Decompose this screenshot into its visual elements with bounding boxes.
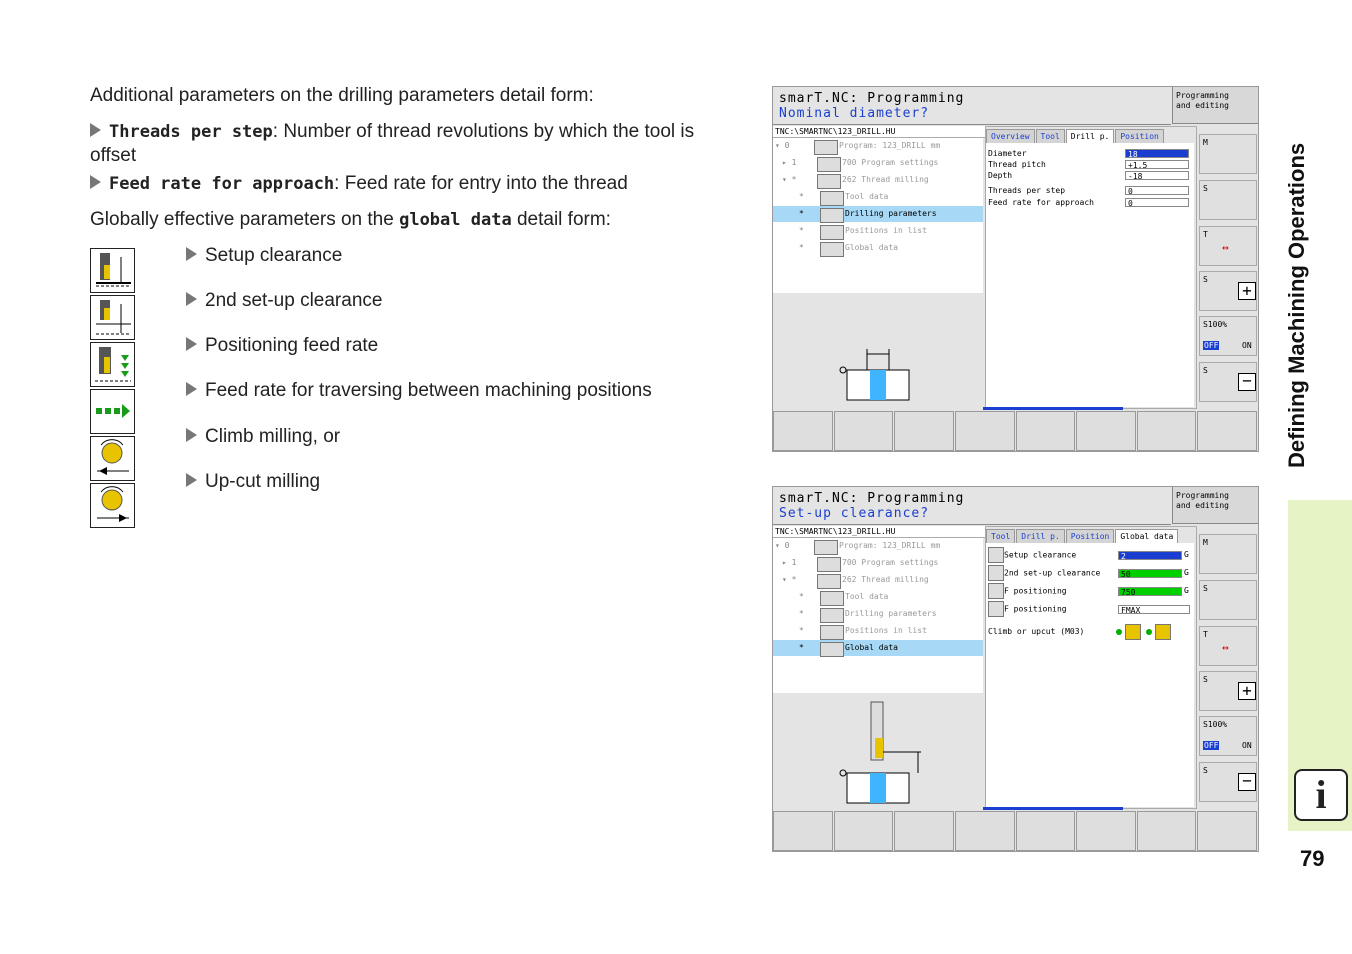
field-input[interactable]: 2 bbox=[1118, 551, 1182, 560]
key-label: M bbox=[1203, 138, 1208, 147]
climb-milling-icon bbox=[1125, 624, 1141, 640]
softkey[interactable] bbox=[1197, 411, 1257, 451]
mode-label bbox=[1172, 87, 1258, 124]
softkey[interactable] bbox=[834, 811, 894, 851]
tree-item[interactable] bbox=[773, 189, 983, 205]
bullet-feed-rate-approach bbox=[90, 172, 740, 196]
field-input[interactable]: 0 bbox=[1125, 186, 1189, 195]
label: Up-cut milling bbox=[205, 471, 321, 492]
tree-label: 262 Thread milling bbox=[842, 575, 929, 584]
screen-prompt: Set-up clearance? bbox=[779, 506, 930, 521]
tree-mark: ▸ 1 bbox=[782, 158, 797, 167]
g-flag: G bbox=[1184, 550, 1189, 559]
softkey[interactable] bbox=[955, 411, 1015, 451]
global-item bbox=[186, 470, 320, 493]
tree-label: Positions in list bbox=[845, 226, 927, 235]
bullet-arrow-icon bbox=[186, 247, 197, 261]
field-input[interactable]: 18 bbox=[1125, 149, 1189, 158]
tree-mark: * bbox=[799, 592, 804, 601]
text-after: detail form: bbox=[511, 209, 611, 230]
key-label: S bbox=[1203, 675, 1208, 684]
softkey-indicator bbox=[983, 407, 1123, 410]
tree-mark: * bbox=[799, 209, 804, 218]
softkey[interactable] bbox=[1137, 811, 1197, 851]
tab-tool[interactable]: Tool bbox=[986, 529, 1015, 544]
tool-icon bbox=[820, 191, 844, 206]
global-item bbox=[186, 244, 342, 267]
softkey[interactable] bbox=[773, 811, 833, 851]
global-item bbox=[186, 425, 340, 448]
graphic-preview bbox=[773, 294, 983, 411]
field-label: 2nd set-up clearance bbox=[1004, 568, 1101, 578]
icon-column bbox=[90, 248, 135, 530]
graphic-preview bbox=[773, 694, 983, 811]
tree-mark: ▸ 1 bbox=[782, 558, 797, 567]
tree-item[interactable] bbox=[773, 538, 983, 554]
tree-item[interactable] bbox=[773, 172, 983, 188]
screen-title: smarT.NC: Programming bbox=[779, 491, 965, 506]
softkey[interactable] bbox=[1137, 411, 1197, 451]
key-label: S100% bbox=[1203, 720, 1228, 729]
tab-position[interactable]: Position bbox=[1066, 529, 1115, 544]
side-key-m[interactable] bbox=[1199, 534, 1257, 574]
field-label: Thread pitch bbox=[988, 160, 1046, 169]
tree-item[interactable] bbox=[773, 138, 983, 154]
tab-tool[interactable]: Tool bbox=[1036, 129, 1065, 144]
global-item bbox=[186, 289, 382, 312]
bullet-arrow-icon bbox=[186, 337, 197, 351]
bullet-arrow-icon bbox=[90, 123, 101, 137]
key-label: S100% bbox=[1203, 320, 1228, 329]
mode-line: and editing bbox=[1176, 101, 1229, 110]
screen-prompt: Nominal diameter? bbox=[779, 106, 930, 121]
softkey[interactable] bbox=[834, 411, 894, 451]
softkey[interactable] bbox=[955, 811, 1015, 851]
label: Positioning feed rate bbox=[205, 335, 379, 356]
side-key-s-minus[interactable] bbox=[1199, 762, 1257, 802]
tab-global-data[interactable]: Global data bbox=[1115, 529, 1178, 544]
tree-item[interactable] bbox=[773, 223, 983, 239]
settings-icon bbox=[817, 557, 841, 572]
field-label: F positioning bbox=[1004, 604, 1067, 614]
field-label: F positioning bbox=[1004, 586, 1067, 596]
setup-clearance-icon bbox=[90, 248, 135, 293]
second-setup-clearance-icon bbox=[988, 565, 1004, 581]
form-tabs bbox=[986, 529, 1179, 542]
program-tree bbox=[773, 138, 983, 293]
on-label: ON bbox=[1242, 341, 1252, 350]
thread-milling-icon bbox=[817, 174, 841, 189]
drilling-icon bbox=[820, 208, 844, 223]
screen-header bbox=[773, 87, 1171, 125]
screenshot-global-data bbox=[772, 486, 1259, 852]
tree-label: Tool data bbox=[845, 592, 889, 601]
traverse-feed-icon bbox=[988, 601, 1004, 617]
tree-mark: * bbox=[799, 226, 804, 235]
label: Feed rate for traversing between machining positions bbox=[205, 380, 652, 401]
plus-icon: + bbox=[1238, 682, 1256, 700]
key-label: S bbox=[1203, 184, 1208, 193]
field-label: Climb or upcut (M03) bbox=[988, 627, 1085, 636]
tree-item[interactable] bbox=[773, 623, 983, 639]
tree-label: Global data bbox=[845, 243, 898, 252]
tab-drill-p[interactable]: Drill p. bbox=[1066, 129, 1115, 144]
tree-mark: ▾ * bbox=[782, 575, 797, 584]
field-input[interactable]: 0 bbox=[1125, 198, 1189, 207]
tree-item[interactable] bbox=[773, 155, 983, 171]
info-icon bbox=[1294, 769, 1348, 821]
settings-icon bbox=[817, 157, 841, 172]
bullet-arrow-icon bbox=[90, 175, 101, 189]
program-icon bbox=[814, 140, 838, 155]
screen-header bbox=[773, 487, 1171, 525]
softkey-bar bbox=[773, 411, 1258, 451]
desc: : Feed rate for entry into the thread bbox=[334, 173, 628, 194]
drilling-icon bbox=[820, 608, 844, 623]
side-key-t[interactable] bbox=[1199, 226, 1257, 266]
positions-icon bbox=[820, 625, 844, 640]
tab-overview[interactable]: Overview bbox=[986, 129, 1035, 144]
label: Setup clearance bbox=[205, 245, 343, 266]
side-key-s-minus[interactable] bbox=[1199, 362, 1257, 402]
tree-label: Tool data bbox=[845, 192, 889, 201]
side-key-s100[interactable] bbox=[1199, 316, 1257, 356]
upcut-milling-icon bbox=[1155, 624, 1171, 640]
global-icon bbox=[820, 242, 844, 257]
off-badge: OFF bbox=[1204, 341, 1219, 350]
field-row bbox=[988, 185, 1193, 196]
field-input[interactable]: -18 bbox=[1125, 171, 1189, 180]
tab-position[interactable]: Position bbox=[1115, 129, 1164, 144]
field-label: Diameter bbox=[988, 149, 1027, 158]
file-path: TNC:\SMARTNC\123_DRILL.HU bbox=[773, 526, 985, 538]
field-row bbox=[988, 159, 1193, 170]
side-softkeys bbox=[1197, 526, 1257, 809]
key-label: M bbox=[1203, 538, 1208, 547]
softkey[interactable] bbox=[894, 811, 954, 851]
program-icon bbox=[814, 540, 838, 555]
positioning-feed-icon bbox=[988, 583, 1004, 599]
key-label: S bbox=[1203, 584, 1208, 593]
key-label: T bbox=[1203, 230, 1208, 239]
tree-mark: * bbox=[799, 192, 804, 201]
form-pane bbox=[986, 543, 1194, 807]
global-item bbox=[186, 379, 652, 402]
label: Climb milling, or bbox=[205, 426, 341, 447]
term: Feed rate for approach bbox=[109, 174, 335, 194]
label: 2nd set-up clearance bbox=[205, 290, 383, 311]
field-row bbox=[988, 601, 1193, 617]
tree-mark: * bbox=[799, 626, 804, 635]
field-row bbox=[988, 547, 1193, 563]
form-pane bbox=[986, 143, 1194, 407]
tab-drill-p[interactable]: Drill p. bbox=[1016, 529, 1065, 544]
field-label: Depth bbox=[988, 171, 1013, 180]
on-label: ON bbox=[1242, 741, 1252, 750]
tree-item-selected[interactable] bbox=[773, 206, 983, 222]
side-key-s-plus[interactable] bbox=[1199, 271, 1257, 311]
softkey[interactable] bbox=[1197, 811, 1257, 851]
detail-form bbox=[985, 526, 1197, 809]
intro-text: Additional parameters on the drilling parameters detail form: bbox=[90, 85, 594, 106]
desc: : Number of thread revolutions by which the tool is offset bbox=[90, 121, 695, 166]
minus-icon: − bbox=[1238, 373, 1256, 391]
radio-upcut[interactable] bbox=[1146, 629, 1152, 635]
tree-label: Global data bbox=[845, 643, 898, 652]
softkey[interactable] bbox=[1076, 811, 1136, 851]
side-key-s[interactable] bbox=[1199, 580, 1257, 620]
softkey[interactable] bbox=[1016, 411, 1076, 451]
setup-clearance-icon bbox=[988, 547, 1004, 563]
tree-label: Program: 123_DRILL mm bbox=[839, 541, 941, 550]
field-row bbox=[988, 148, 1193, 159]
arrow-icon: ↔ bbox=[1222, 241, 1229, 254]
bullet-arrow-icon bbox=[186, 428, 197, 442]
tool-icon bbox=[820, 591, 844, 606]
minus-icon: − bbox=[1238, 773, 1256, 791]
tree-item[interactable] bbox=[773, 555, 983, 571]
field-input[interactable]: 750 bbox=[1118, 587, 1182, 596]
tree-mark: ▾ 0 bbox=[775, 141, 790, 150]
side-key-s[interactable] bbox=[1199, 180, 1257, 220]
global-intro bbox=[90, 208, 611, 232]
tree-item[interactable] bbox=[773, 240, 983, 256]
tree-label: 700 Program settings bbox=[842, 558, 939, 567]
tree-item-selected[interactable] bbox=[773, 640, 983, 656]
upcut-milling-icon bbox=[90, 483, 135, 528]
mode-line: Programming bbox=[1176, 491, 1229, 500]
tree-mark: ▾ 0 bbox=[775, 541, 790, 550]
softkey[interactable] bbox=[773, 411, 833, 451]
climb-row bbox=[988, 623, 1193, 641]
text-before: Globally effective parameters on the bbox=[90, 209, 400, 230]
bullet-arrow-icon bbox=[186, 292, 197, 306]
bullet-arrow-icon bbox=[186, 473, 197, 487]
side-key-s100[interactable] bbox=[1199, 716, 1257, 756]
g-flag: G bbox=[1184, 568, 1189, 577]
field-label: Threads per step bbox=[988, 186, 1066, 195]
side-key-s-plus[interactable] bbox=[1199, 671, 1257, 711]
climb-milling-icon bbox=[90, 436, 135, 481]
chapter-title: Defining Machining Operations bbox=[1284, 142, 1309, 468]
off-badge: OFF bbox=[1204, 741, 1219, 750]
side-softkeys bbox=[1197, 126, 1257, 409]
plus-icon: + bbox=[1238, 282, 1256, 300]
global-icon bbox=[820, 642, 844, 657]
g-flag: G bbox=[1184, 586, 1189, 595]
radio-climb[interactable] bbox=[1116, 629, 1122, 635]
key-label: S bbox=[1203, 366, 1208, 375]
field-row bbox=[988, 583, 1193, 599]
info-glyph: i bbox=[1315, 772, 1327, 817]
field-row bbox=[988, 565, 1193, 581]
tree-mark: * bbox=[799, 243, 804, 252]
page-number: 79 bbox=[1300, 846, 1325, 871]
program-tree bbox=[773, 538, 983, 693]
tree-item[interactable] bbox=[773, 589, 983, 605]
softkey[interactable] bbox=[894, 411, 954, 451]
positioning-feed-rate-icon bbox=[90, 342, 135, 387]
softkey-indicator bbox=[983, 807, 1123, 810]
positions-icon bbox=[820, 225, 844, 240]
form-tabs bbox=[986, 129, 1165, 142]
screen-title: smarT.NC: Programming bbox=[779, 91, 965, 106]
tree-label: 262 Thread milling bbox=[842, 175, 929, 184]
traverse-feed-rate-icon bbox=[90, 389, 135, 434]
field-input[interactable]: FMAX bbox=[1118, 605, 1190, 614]
bullet-threads-per-step bbox=[90, 120, 740, 167]
bullet-arrow-icon bbox=[186, 382, 197, 396]
tree-label: Program: 123_DRILL mm bbox=[839, 141, 941, 150]
field-row bbox=[988, 170, 1193, 181]
tree-label: 700 Program settings bbox=[842, 158, 939, 167]
key-label: T bbox=[1203, 630, 1208, 639]
side-key-m[interactable] bbox=[1199, 134, 1257, 174]
term: global data bbox=[399, 210, 512, 230]
tree-item[interactable] bbox=[773, 572, 983, 588]
field-input[interactable]: +1.5 bbox=[1125, 160, 1189, 169]
detail-form bbox=[985, 126, 1197, 409]
field-label: Feed rate for approach bbox=[988, 198, 1094, 207]
side-key-t[interactable] bbox=[1199, 626, 1257, 666]
field-label: Setup clearance bbox=[1004, 550, 1077, 560]
global-item bbox=[186, 334, 378, 357]
softkey[interactable] bbox=[1016, 811, 1076, 851]
mode-line: Programming bbox=[1176, 91, 1229, 100]
softkey[interactable] bbox=[1076, 411, 1136, 451]
term: Threads per step bbox=[109, 122, 273, 142]
mode-line: and editing bbox=[1176, 501, 1229, 510]
tree-label: Drilling parameters bbox=[845, 609, 937, 618]
arrow-icon: ↔ bbox=[1222, 641, 1229, 654]
key-label: S bbox=[1203, 766, 1208, 775]
softkey-bar bbox=[773, 811, 1258, 851]
field-input[interactable]: 50 bbox=[1118, 569, 1182, 578]
second-setup-clearance-icon bbox=[90, 295, 135, 340]
screenshot-drilling-parameters bbox=[772, 86, 1259, 452]
tree-label: Positions in list bbox=[845, 626, 927, 635]
mode-label bbox=[1172, 487, 1258, 524]
field-row bbox=[988, 197, 1193, 208]
tree-mark: * bbox=[799, 609, 804, 618]
key-label: S bbox=[1203, 275, 1208, 284]
thread-milling-icon bbox=[817, 574, 841, 589]
file-path: TNC:\SMARTNC\123_DRILL.HU bbox=[773, 126, 985, 138]
tree-mark: * bbox=[799, 643, 804, 652]
tree-label: Drilling parameters bbox=[845, 209, 937, 218]
tree-mark: ▾ * bbox=[782, 175, 797, 184]
tree-item[interactable] bbox=[773, 606, 983, 622]
